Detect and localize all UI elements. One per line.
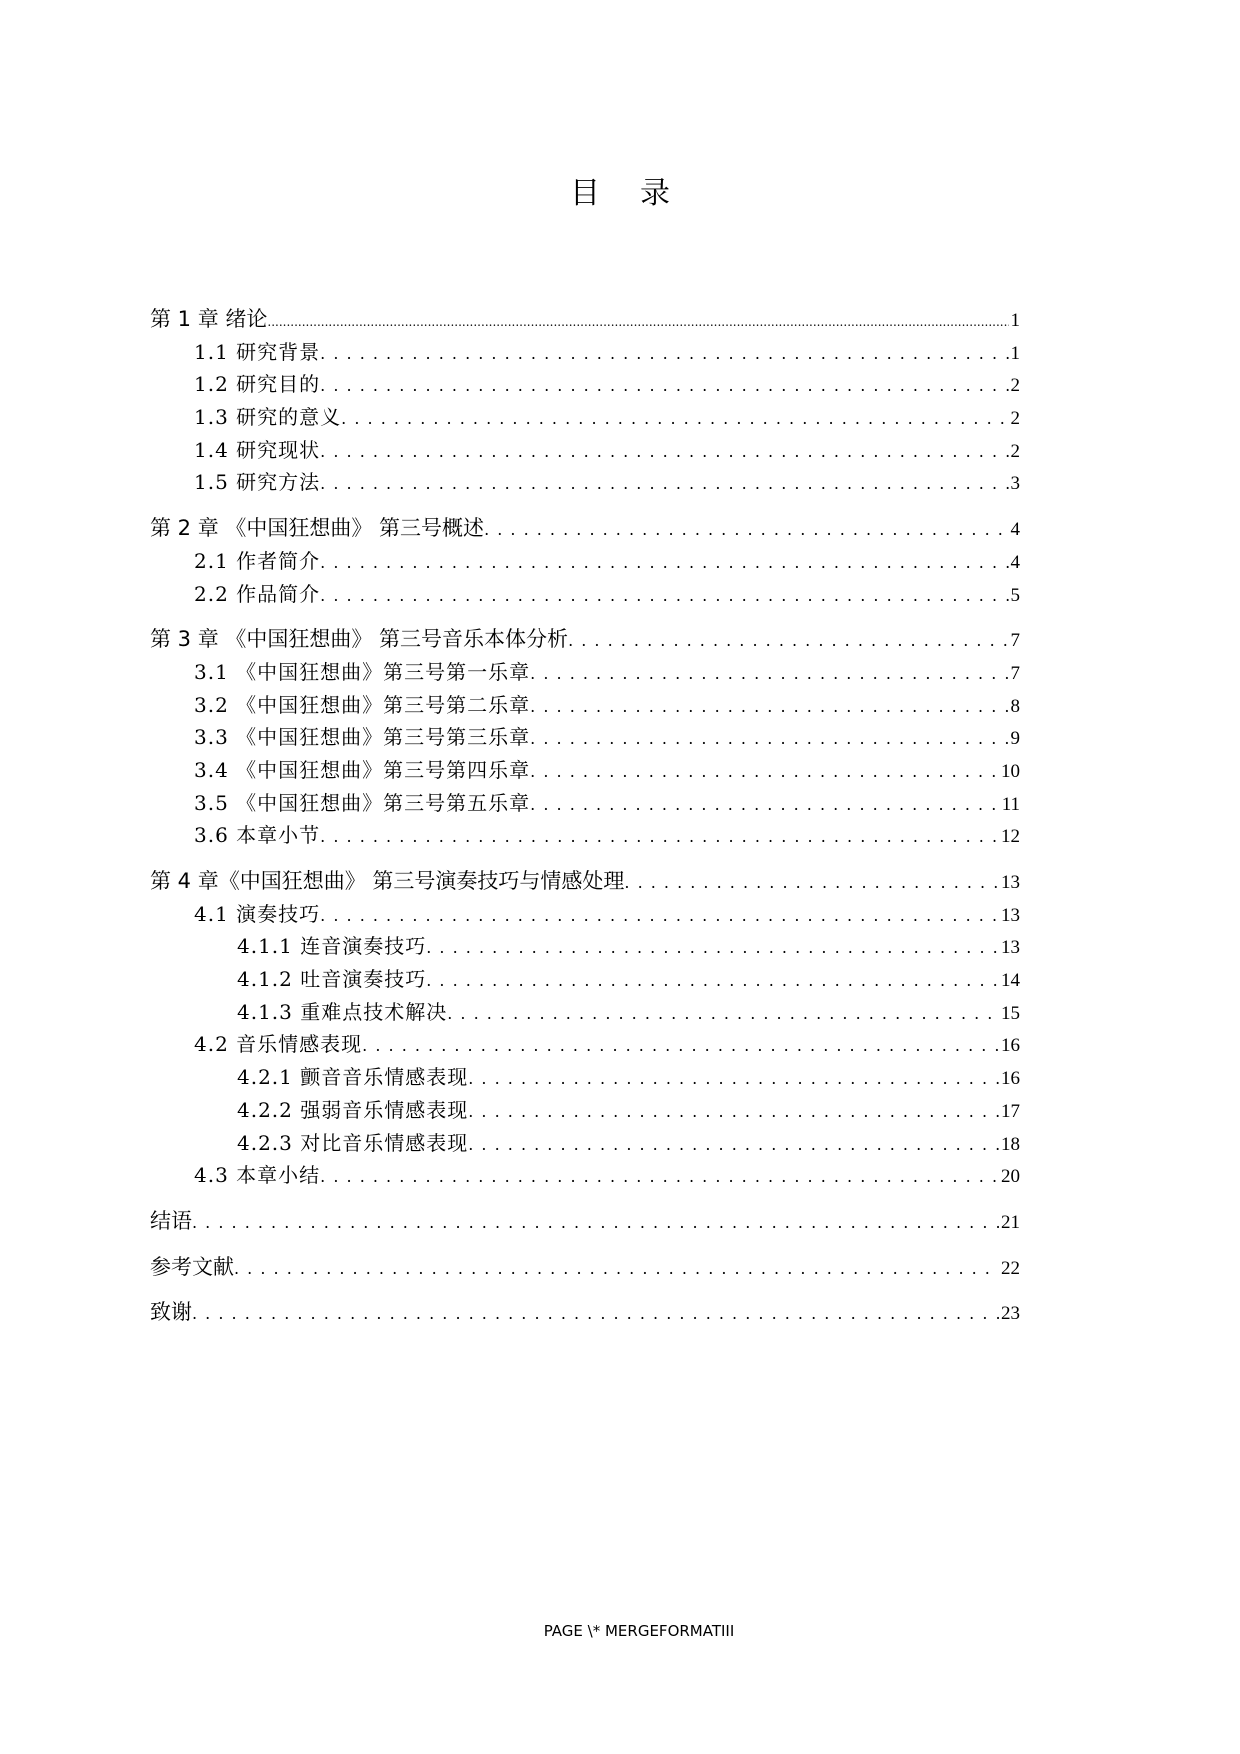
toc-section-entry[interactable] [150,336,1020,369]
toc-section-entry[interactable] [150,787,1020,820]
dot-leader [192,1298,999,1329]
toc-entry-label: 4.1.3 重难点技术解决 [237,999,448,1024]
toc-entry-label: 第 2 章 《中国狂想曲》 第三号概述 [150,516,485,541]
toc-page-number: 2 [1010,375,1020,397]
toc-entry-label: 第 3 章 《中国狂想曲》 第三号音乐本体分析 [150,627,569,652]
toc-page-number: 13 [1001,904,1020,926]
toc-page-number: 3 [1010,473,1020,495]
dot-leader [320,468,1008,499]
toc-section-entry[interactable] [150,656,1020,689]
toc-page-number: 1 [1010,310,1020,331]
dot-leader [568,625,1008,656]
toc-chapter-entry[interactable] [150,512,1020,545]
toc-page-number: 4 [1010,551,1020,573]
dot-leader [530,691,1008,722]
dot-leader [530,723,1008,754]
dot-leader [320,338,1008,369]
toc-page-number: 17 [1001,1100,1020,1122]
toc-entry-label: 第 1 章 绪论 [150,307,268,331]
dot-leader [362,1030,999,1061]
toc-page-number: 7 [1010,662,1020,684]
toc-chapter-entry[interactable] [150,1205,1020,1238]
toc-entry-label: 第 4 章《中国狂想曲》 第三号演奏技巧与情感处理 [150,869,625,893]
toc-section-entry[interactable] [150,401,1020,434]
dot-leader [530,658,1008,689]
toc-chapter-entry[interactable] [150,623,1020,656]
toc-section-entry[interactable] [150,466,1020,499]
toc-page-number: 4 [1010,519,1020,541]
toc-page-number: 16 [1001,1035,1020,1057]
toc-entry-label: 3.5 《中国狂想曲》第三号第五乐章 [194,790,531,815]
toc-page-number: 2 [1010,408,1020,430]
toc-page-number: 14 [1001,970,1020,992]
dot-leader [447,998,999,1029]
dot-leader [468,1096,999,1127]
dot-leader [426,932,999,963]
toc-chapter-entry[interactable] [150,303,1020,336]
toc-section-entry[interactable] [150,1028,1020,1061]
toc-entry-label: 1.2 研究目的 [194,372,321,397]
toc-entry-label: 结语 [150,1208,192,1233]
toc-page-number: 22 [1001,1257,1020,1279]
toc-entry-label: 1.4 研究现状 [194,437,321,462]
toc-section-entry[interactable] [150,434,1020,467]
toc-entry-label: 4.2.2 强弱音乐情感表现 [237,1097,469,1122]
toc-entry-label: 致谢 [150,1300,192,1325]
toc-entry-label: 2.2 作品简介 [194,581,321,606]
toc-page-number: 1 [1010,342,1020,364]
toc-page-number: 13 [1001,872,1020,893]
toc-page-number: 8 [1010,695,1020,717]
toc-entry-label: 4.1 演奏技巧 [194,901,321,926]
toc-entry-label: 4.2.1 颤音音乐情感表现 [237,1065,469,1090]
toc-chapter-entry[interactable] [150,865,1020,898]
toc-page-number: 5 [1010,584,1020,606]
toc-entry-label: 4.2.3 对比音乐情感表现 [237,1130,469,1155]
page-footer-field: PAGE \* MERGEFORMATIII [543,1622,735,1640]
toc-page-number: 15 [1001,1002,1020,1024]
toc-section-entry[interactable] [150,754,1020,787]
dot-leader [484,514,1008,545]
toc-section-entry[interactable] [150,819,1020,852]
toc-section-entry[interactable] [150,689,1020,722]
toc-section-entry[interactable] [150,963,1020,996]
toc-page-number: 2 [1010,440,1020,462]
toc-page-number: 10 [1001,760,1020,782]
toc-entry-label: 1.5 研究方法 [194,470,321,495]
toc-section-entry[interactable] [150,1159,1020,1192]
dot-leader [234,1253,999,1284]
toc-section-entry[interactable] [150,368,1020,401]
toc-page-number: 23 [1001,1303,1020,1325]
toc-entry-label: 3.4 《中国狂想曲》第三号第四乐章 [194,757,531,782]
dot-leader [267,305,1008,336]
toc-section-entry[interactable] [150,721,1020,754]
toc-page-number: 21 [1001,1211,1020,1233]
toc-entry-label: 4.3 本章小结 [194,1163,321,1188]
toc-entry-label: 1.3 研究的意义 [194,405,342,430]
toc-entry-label: 3.3 《中国狂想曲》第三号第三乐章 [194,725,531,750]
toc-section-entry[interactable] [150,930,1020,963]
dot-leader [624,867,999,898]
toc-section-entry[interactable] [150,898,1020,931]
toc-chapter-entry[interactable] [150,1251,1020,1284]
dot-leader [320,1161,999,1192]
toc-title: 目录 [570,176,710,211]
toc-entry-label: 3.2 《中国狂想曲》第三号第二乐章 [194,692,531,717]
toc-section-entry[interactable] [150,1061,1020,1094]
toc-section-entry[interactable] [150,545,1020,578]
toc-entry-label: 3.6 本章小节 [194,823,321,848]
dot-leader [341,403,1008,434]
dot-leader [320,821,999,852]
dot-leader [192,1207,999,1238]
toc-entry-label: 参考文献 [150,1254,234,1279]
toc-page-number: 11 [1001,793,1020,815]
toc-chapter-entry[interactable] [150,1296,1020,1329]
table-of-contents [150,303,1020,1329]
dot-leader [468,1129,999,1160]
dot-leader [320,370,1008,401]
toc-section-entry[interactable] [150,1094,1020,1127]
toc-page-number: 13 [1001,937,1020,959]
dot-leader [320,436,1008,467]
toc-page-number: 18 [1001,1133,1020,1155]
toc-section-entry[interactable] [150,996,1020,1029]
dot-leader [468,1063,999,1094]
toc-page-number: 12 [1001,826,1020,848]
toc-entry-label: 3.1 《中国狂想曲》第三号第一乐章 [194,659,531,684]
toc-entry-label: 4.1.2 吐音演奏技巧 [237,967,427,992]
toc-page-number: 16 [1001,1068,1020,1090]
toc-entry-label: 4.2 音乐情感表现 [194,1032,363,1057]
dot-leader [426,965,999,996]
toc-section-entry[interactable] [150,578,1020,611]
toc-entry-label: 4.1.1 连音演奏技巧 [237,934,427,959]
toc-page-number: 9 [1010,728,1020,750]
dot-leader [530,756,999,787]
toc-page-number: 7 [1010,630,1020,652]
dot-leader [530,789,1000,820]
dot-leader [320,580,1008,611]
toc-page-number: 20 [1001,1166,1020,1188]
dot-leader [320,547,1008,578]
toc-entry-label: 1.1 研究背景 [194,339,321,364]
toc-section-entry[interactable] [150,1127,1020,1160]
dot-leader [320,900,999,931]
toc-entry-label: 2.1 作者简介 [194,548,321,573]
